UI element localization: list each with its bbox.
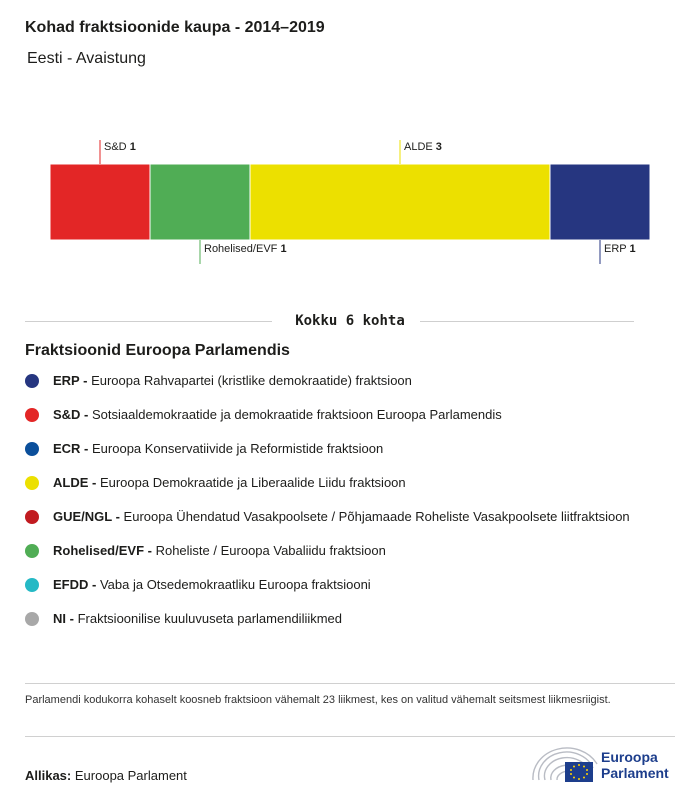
bar-label-erp: ERP 1 — [604, 243, 636, 255]
legend-abbr: S&D - — [53, 407, 92, 422]
note-divider-top — [25, 683, 675, 684]
legend-dot-icon — [25, 408, 39, 422]
chart-title: Kohad fraktsioonide kaupa - 2014–2019 — [25, 19, 325, 36]
bar-segment-alde — [250, 164, 550, 240]
legend-item — [25, 542, 665, 560]
legend-dot-icon — [25, 510, 39, 524]
bar-label-alde: ALDE 3 — [404, 141, 442, 153]
legend-text: Euroopa Konservatiivide ja Reformistide fraktsioon — [92, 441, 384, 456]
legend-text: Fraktsioonilise kuuluvuseta parlamendiliikmed — [77, 611, 343, 626]
legend-text: Euroopa Demokraatide ja Liberaalide Liidu fraktsioon — [99, 475, 406, 490]
legend-item — [25, 576, 665, 594]
note-divider-bottom — [25, 736, 675, 737]
footnote: Parlamendi kodukorra kohaselt koosneb fraktsioon vähemalt 23 liikmest, kes on valitud vähemalt seitsmest liikmesriigist. — [25, 694, 611, 706]
legend-dot-icon — [25, 612, 39, 626]
legend-item — [25, 610, 665, 628]
legend-title: Fraktsioonid Euroopa Parlamendis — [25, 342, 290, 359]
legend-abbr: Rohelised/EVF - — [53, 543, 156, 558]
legend-item — [25, 406, 665, 424]
legend — [25, 372, 665, 644]
total-seats-label: Kokku 6 kohta — [0, 313, 700, 329]
legend-text: Vaba ja Otsedemokraatliku Euroopa fraktsiooni — [99, 577, 371, 592]
legend-abbr: ALDE - — [53, 475, 100, 490]
legend-abbr: EFDD - — [53, 577, 100, 592]
legend-text: Roheliste / Euroopa Vabaliidu fraktsioon — [155, 543, 386, 558]
legend-abbr: ECR - — [53, 441, 92, 456]
legend-abbr: NI - — [53, 611, 78, 626]
legend-abbr: ERP - — [53, 373, 92, 388]
legend-item — [25, 372, 665, 390]
legend-dot-icon — [25, 544, 39, 558]
source-value: Euroopa Parlament — [74, 768, 187, 783]
bar-segment-erp — [550, 164, 650, 240]
legend-text: Euroopa Ühendatud Vasakpoolsete / Põhjamaade Roheliste Vasakpoolsete liitfraktsioon — [123, 509, 630, 524]
legend-abbr: GUE/NGL - — [53, 509, 124, 524]
legend-dot-icon — [25, 476, 39, 490]
bar-label-s-d: S&D 1 — [104, 141, 136, 153]
legend-dot-icon — [25, 442, 39, 456]
source-label: Allikas: — [25, 768, 72, 783]
legend-item — [25, 474, 665, 492]
legend-item — [25, 440, 665, 458]
stacked-bar-chart — [0, 130, 700, 280]
bar-segment-s-d — [50, 164, 150, 240]
legend-dot-icon — [25, 578, 39, 592]
bar-label-rohelised-evf: Rohelised/EVF 1 — [204, 243, 287, 255]
legend-item — [25, 508, 665, 526]
bar-segment-rohelised-evf — [150, 164, 250, 240]
legend-dot-icon — [25, 374, 39, 388]
european-parliament-logo-text: Euroopa Parlament — [601, 749, 669, 781]
legend-text: Euroopa Rahvapartei (kristlike demokraatide) fraktsioon — [91, 373, 412, 388]
source — [25, 768, 187, 783]
legend-text: Sotsiaaldemokraatide ja demokraatide fraktsioon Euroopa Parlamendis — [92, 407, 502, 422]
chart-subtitle: Eesti - Avaistung — [27, 50, 146, 67]
